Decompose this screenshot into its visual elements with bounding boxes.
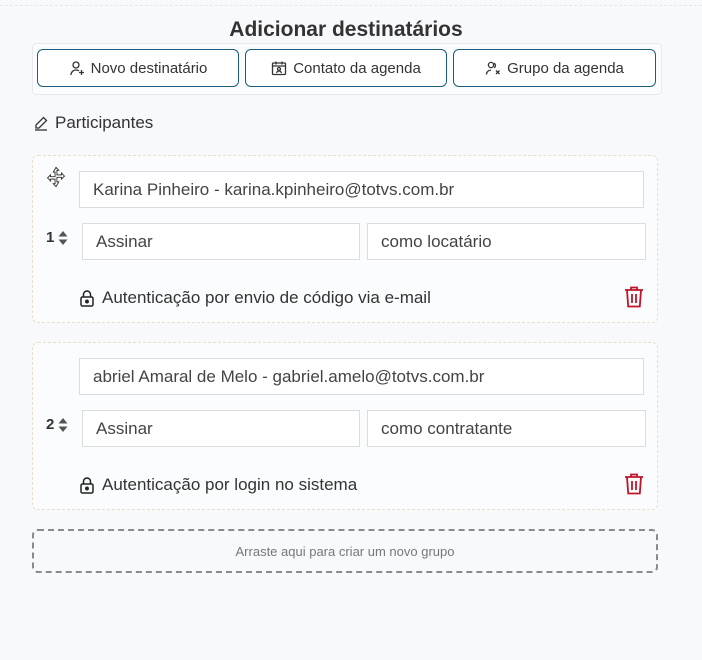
top-divider	[0, 5, 702, 6]
participant-card	[32, 342, 658, 510]
move-icon[interactable]	[45, 166, 67, 188]
trash-icon[interactable]	[623, 285, 645, 309]
agenda-group-button[interactable]	[453, 49, 656, 87]
order-number: 2	[46, 416, 55, 433]
new-recipient-label: Novo destinatário	[90, 59, 208, 77]
new-group-dropzone[interactable]	[32, 529, 658, 573]
sort-arrows-icon[interactable]	[58, 231, 68, 245]
action-select[interactable]: Assinar	[82, 410, 360, 447]
user-plus-icon	[69, 60, 85, 76]
agenda-contact-button[interactable]	[245, 49, 447, 87]
auth-method-label: Autenticação por login no sistema	[102, 475, 358, 494]
contact-card-icon	[271, 60, 287, 76]
recipient-toolbar	[32, 43, 662, 95]
auth-method-label: Autenticação por envio de código via e-mail	[102, 288, 431, 307]
order-control[interactable]	[46, 416, 68, 433]
order-control[interactable]	[46, 229, 68, 246]
participants-heading	[33, 113, 153, 133]
auth-method	[79, 288, 431, 308]
participant-card	[32, 155, 658, 323]
pencil-icon	[33, 115, 49, 131]
auth-method	[79, 475, 357, 495]
action-select[interactable]: Assinar	[82, 223, 360, 260]
participants-label: Participantes	[55, 113, 154, 132]
role-select[interactable]: como locatário	[367, 223, 646, 260]
new-recipient-button[interactable]	[37, 49, 239, 87]
dropzone-label: Arraste aqui para criar um novo grupo	[235, 543, 455, 559]
agenda-group-label: Grupo da agenda	[507, 59, 624, 77]
recipient-name-field[interactable]: Karina Pinheiro - karina.kpinheiro@totvs.com.br	[79, 171, 644, 208]
order-number: 1	[46, 229, 55, 246]
agenda-contact-label: Contato da agenda	[293, 59, 421, 77]
trash-icon[interactable]	[623, 472, 645, 496]
lock-icon	[79, 289, 95, 307]
user-group-icon	[485, 60, 501, 76]
recipient-name-field[interactable]: abriel Amaral de Melo - gabriel.amelo@totvs.com.br	[79, 358, 644, 395]
role-select[interactable]: como contratante	[367, 410, 646, 447]
page-title: Adicionar destinatários	[229, 18, 463, 41]
sort-arrows-icon[interactable]	[58, 418, 68, 432]
lock-icon	[79, 476, 95, 494]
